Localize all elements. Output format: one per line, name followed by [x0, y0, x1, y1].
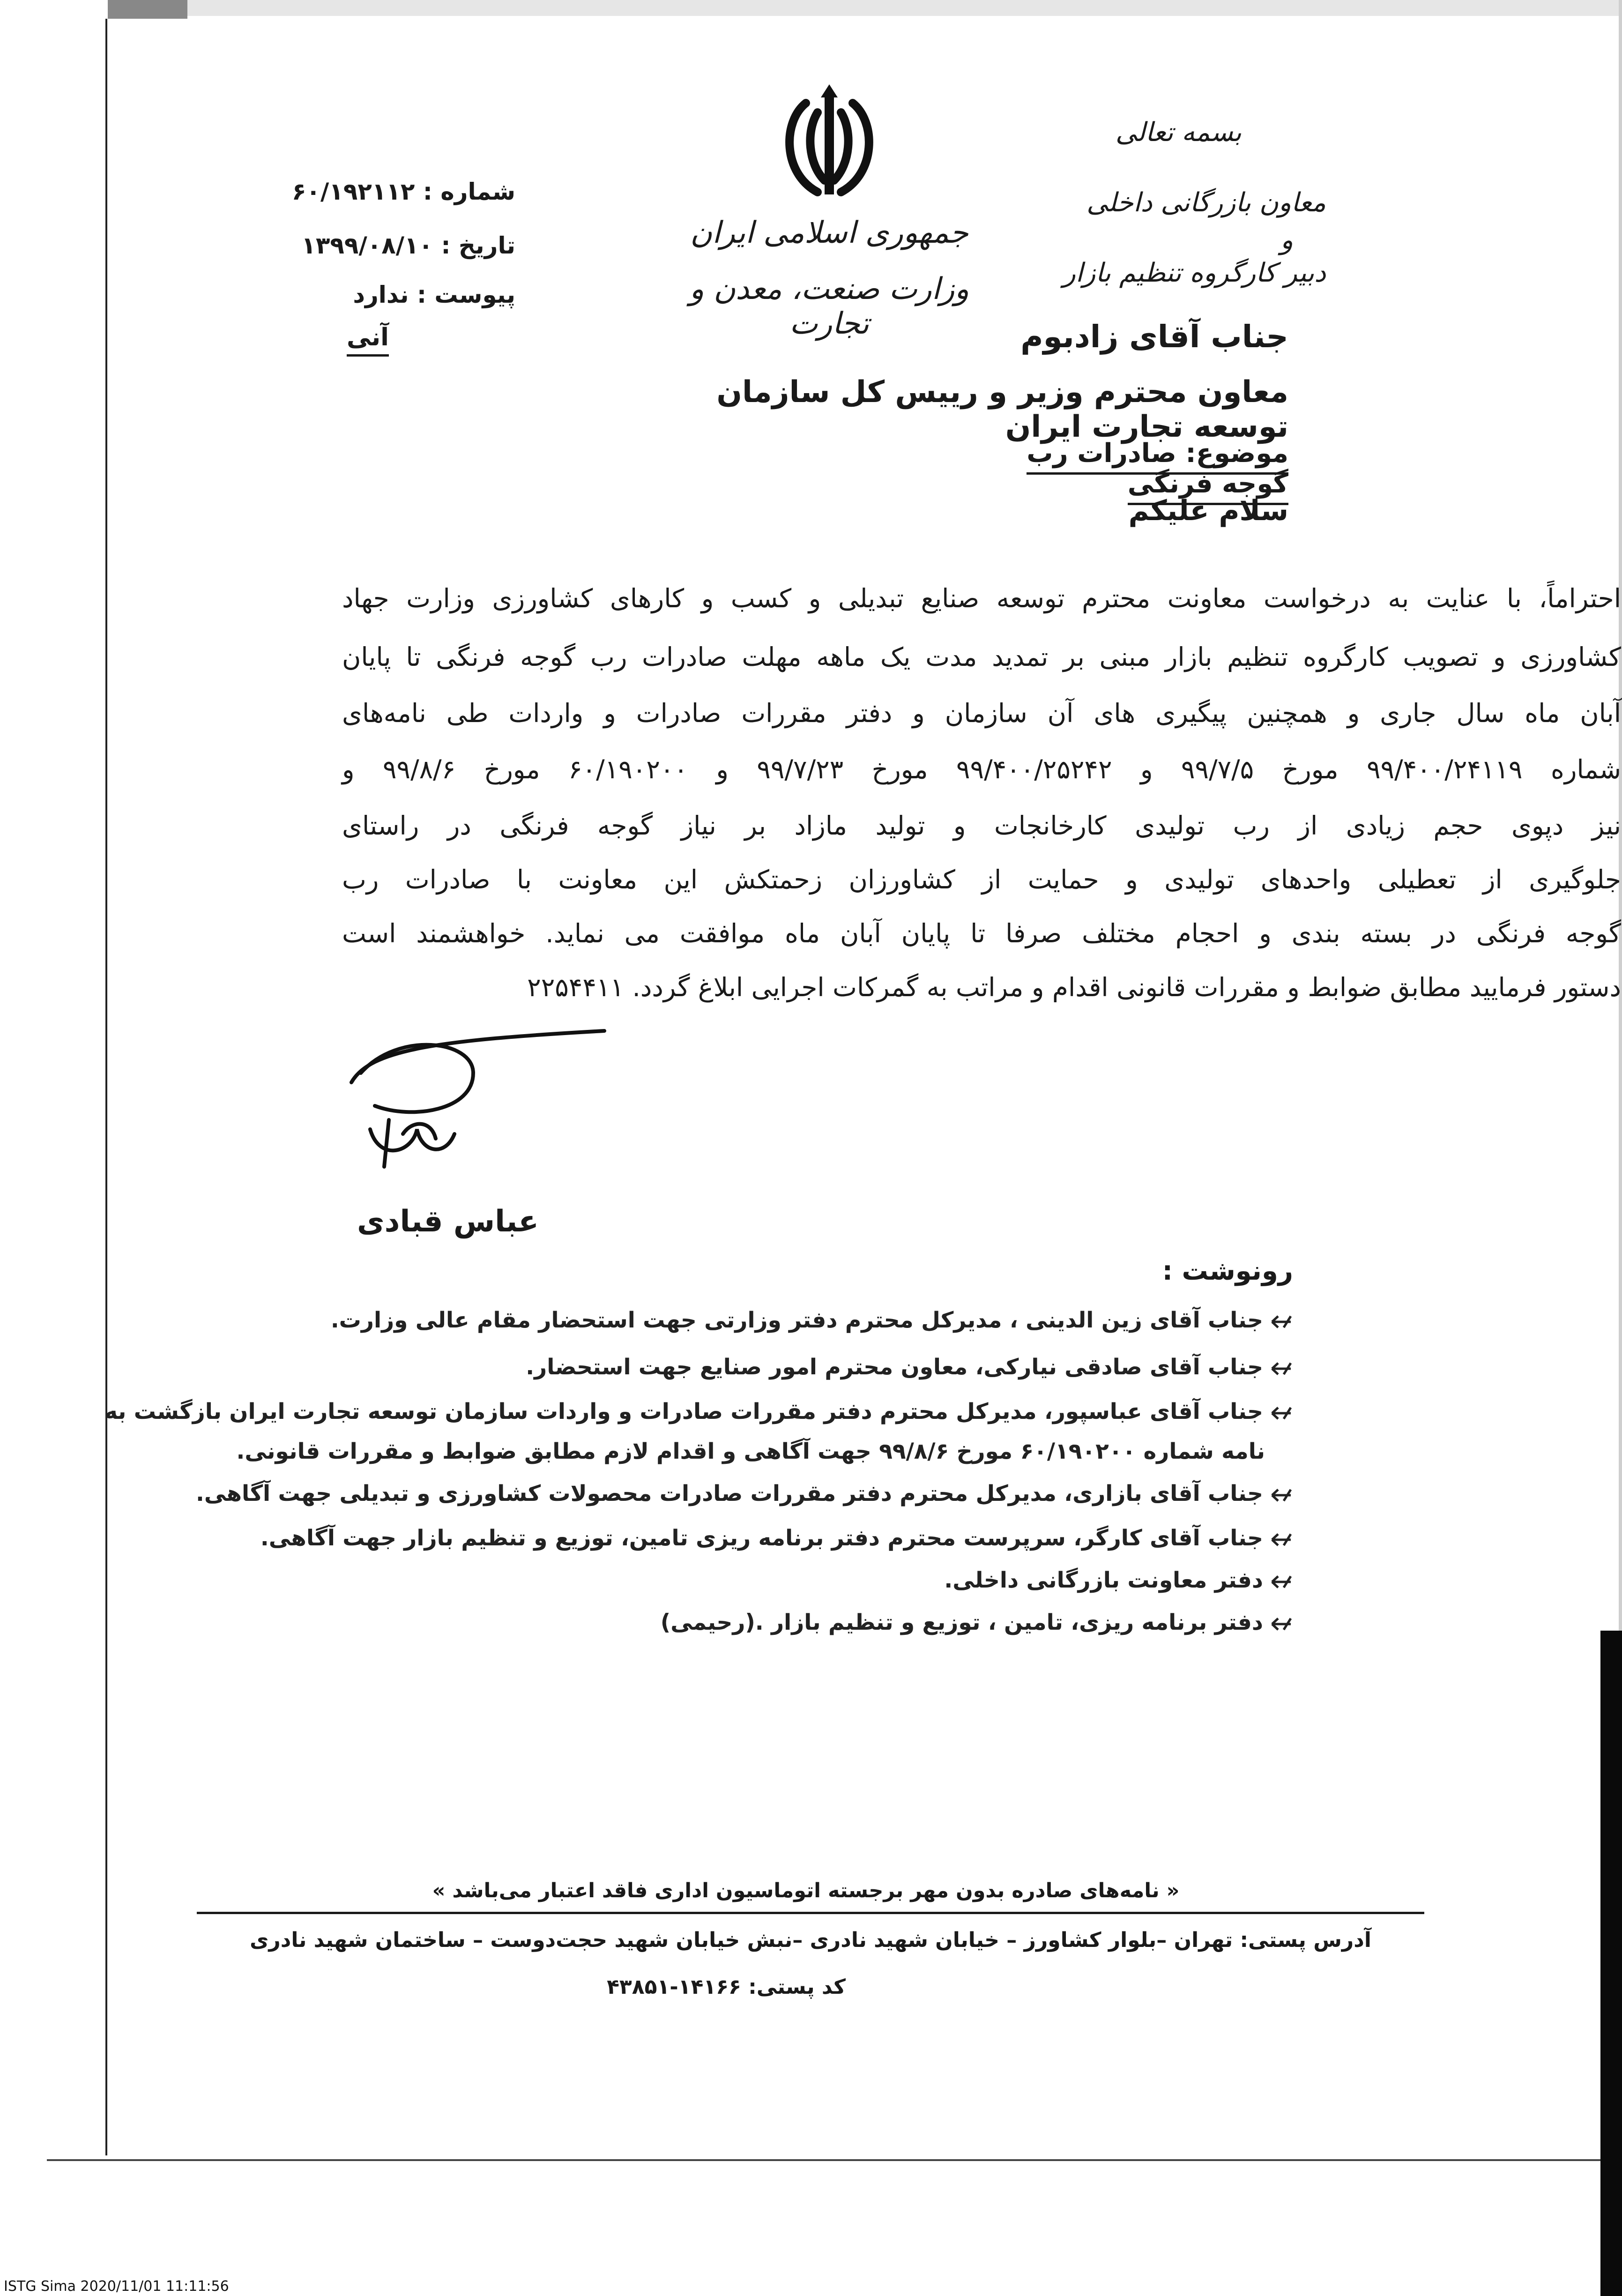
arrow-bullet-icon [1270, 1615, 1293, 1633]
cc-item-text: جناب آقای عباسپور، مدیرکل محترم دفتر مقررات صادرات و واردات سازمان توسعه تجارت ایران بازگشت به [104, 1399, 1263, 1424]
cc-item-text: جناب آقای بازاری، مدیرکل محترم دفتر مقررات صادرات محصولات کشاورزی و تبدیلی جهت آگاهی. [196, 1481, 1263, 1506]
scan-border-left [105, 19, 107, 2155]
cc-item [28, 1354, 1293, 1380]
cc-item [28, 1567, 1293, 1593]
cc-item [28, 1481, 1293, 1506]
greeting: سلام علیکم [1128, 494, 1288, 527]
recipient-name: جناب آقای زادبوم [1020, 319, 1288, 355]
urgency-label: آنی [347, 323, 389, 357]
arrow-bullet-icon [1270, 1404, 1293, 1423]
recipient-title: معاون محترم وزیر و رییس کل سازمان توسعه تجارت ایران [716, 375, 1288, 444]
footer-postal-code: کد پستی: ۱۴۱۶۶-۴۳۸۵۱ [607, 1975, 846, 1999]
body-line: احتراماً، با عنایت به درخواست معاونت محترم توسعه صنایع تبدیلی و کسب و کارهای کشاورزی وزارت جهاد [342, 583, 1621, 613]
arrow-bullet-icon [1270, 1573, 1293, 1591]
cc-item-text: جناب آقای کارگر، سرپرست محترم دفتر برنامه ریزی تامین، توزیع و تنظیم بازار جهت آگاهی. [260, 1525, 1263, 1551]
letterhead-ministry: وزارت صنعت، معدن و تجارت [689, 272, 969, 341]
arrow-bullet-icon [1270, 1530, 1293, 1549]
scan-border-right-shadow [1600, 1631, 1622, 2296]
footer-validity-note: « نامه‌های صادره بدون مهر برجسته اتوماسیون اداری فاقد اعتبار می‌باشد » [432, 1879, 1180, 1902]
footer-address: آدرس پستی: تهران –بلوار کشاورز – خیابان شهید نادری –نبش خیابان شهید حجت‌دوست – ساختمان شهید نادری [250, 1928, 1371, 1952]
issuer-title-line3: دبیر کارگروه تنظیم بازار [1063, 258, 1326, 288]
footer-divider [197, 1912, 1424, 1914]
cc-item-continuation: نامه شماره ۶۰/۱۹۰۲۰۰ مورخ ۹۹/۸/۶ جهت آگاهی و اقدام لازم مطابق ضوابط و مقررات قانونی. [236, 1439, 1265, 1464]
cc-item-text: دفتر برنامه ریزی، تامین ، توزیع و تنظیم بازار .(رحیمی) [660, 1610, 1263, 1635]
arrow-bullet-icon [1270, 1312, 1293, 1331]
body-line: کشاورزی و تصویب کارگروه تنظیم بازار مبنی بر تمدید مدت یک ماهه مهلت صادرات رب گوجه فرنگی تا پایان [342, 642, 1621, 672]
issuer-title-line2: و [1280, 225, 1293, 255]
letter-date: تاریخ : ۱۳۹۹/۰۸/۱۰ [301, 232, 515, 259]
subject-line [960, 438, 1288, 499]
issuer-title-line1: معاون بازرگانی داخلی [1086, 187, 1326, 218]
handwritten-signature [342, 1012, 623, 1181]
body-line: آبان ماه سال جاری و همچنین پیگیری های آن سازمان و دفتر مقررات صادرات و واردات طی نامه‌های [342, 698, 1621, 728]
body-line: نیز دپوی حجم زیادی از رب تولیدی کارخانجات و تولید مازاد بر نیاز گوجه فرنگی در راستای [342, 811, 1621, 841]
cc-item-text: جناب آقای زین الدینی ، مدیرکل محترم دفتر وزارتی جهت استحضار مقام عالی وزارت. [330, 1307, 1263, 1333]
body-line: گوجه فرنگی در بسته بندی و احجام مختلف صرفا تا پایان آبان ماه موافقت می نماید. خواهشمند است [342, 918, 1621, 948]
scan-border-top [108, 0, 1622, 16]
letter-number: شماره : ۶۰/۱۹۲۱۱۲ [292, 178, 515, 205]
cc-item [28, 1399, 1293, 1424]
body-line: شماره ۹۹/۴۰۰/۲۴۱۱۹ مورخ ۹۹/۷/۵ و ۹۹/۴۰۰/۲۵۲۴۲ مورخ ۹۹/۷/۲۳ و ۶۰/۱۹۰۲۰۰ مورخ ۹۹/۸/۶ و [342, 754, 1622, 784]
cc-item-text: دفتر معاونت بازرگانی داخلی. [944, 1567, 1263, 1593]
cc-item [28, 1307, 1293, 1333]
cc-item-text: جناب آقای صادقی نیارکی، معاون محترم امور صنایع جهت استحضار. [526, 1354, 1263, 1380]
arrow-bullet-icon [1270, 1486, 1293, 1505]
cc-title: رونوشت : [1162, 1256, 1293, 1286]
subject-text: موضوع: صادرات رب گوجه فرنگی [1027, 438, 1288, 505]
cc-item [28, 1525, 1293, 1551]
iran-emblem-icon [773, 84, 885, 206]
letter-attachment: پیوست : ندارد [353, 281, 515, 308]
scan-timestamp: ISTG Sima 2020/11/01 11:11:56 [4, 2278, 229, 2295]
letterhead-country: جمهوری اسلامی ایران [690, 216, 968, 250]
cc-item [28, 1610, 1293, 1635]
scan-border-top-shadow [108, 0, 187, 19]
arrow-bullet-icon [1270, 1359, 1293, 1378]
invocation: بسمه تعالی [1115, 117, 1242, 148]
scan-border-bottom [47, 2159, 1612, 2161]
body-line: دستور فرمایید مطابق ضوابط و مقررات قانونی اقدام و مراتب به گمرکات اجرایی ابلاغ گردد. ۲۲۵۴۴۱۱ [527, 972, 1621, 1002]
signatory-name: عباس قبادی [357, 1204, 539, 1239]
body-line: جلوگیری از تعطیلی واحدهای تولیدی و حمایت از کشاورزان زحمتکش این معاونت با صادرات رب [342, 865, 1621, 895]
